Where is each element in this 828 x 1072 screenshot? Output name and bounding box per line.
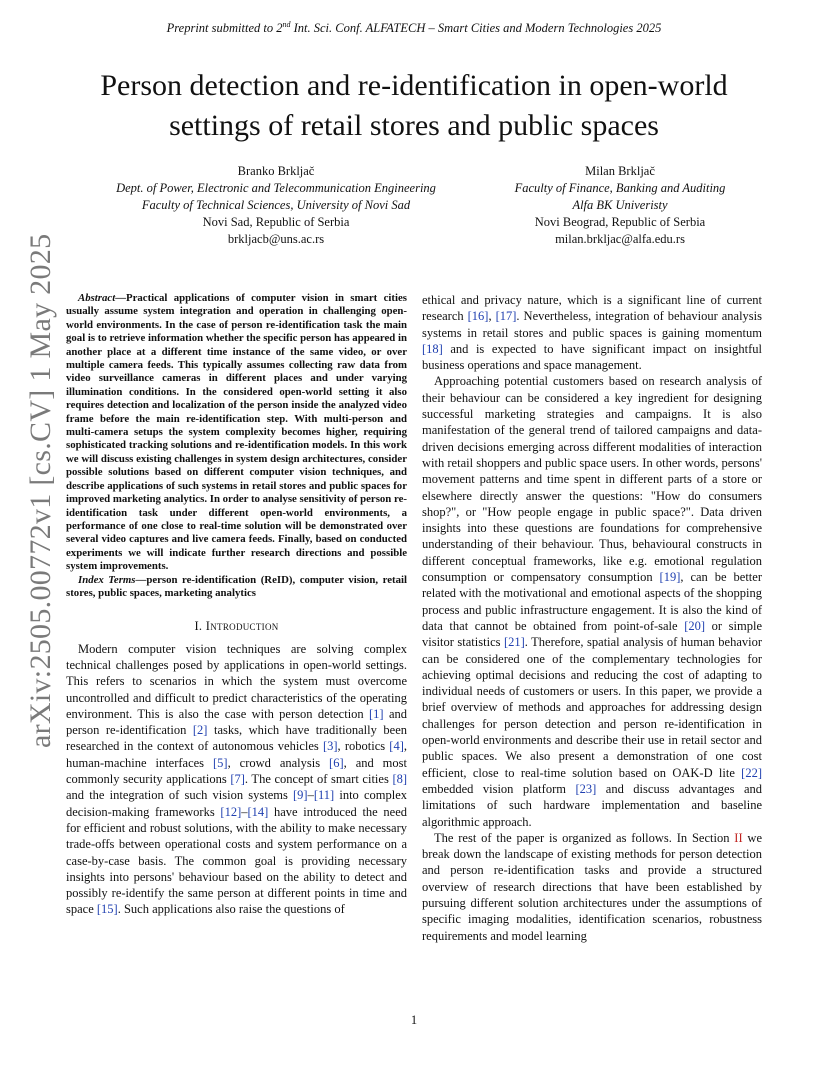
citation-link[interactable]: [14] (247, 804, 269, 819)
citation-link[interactable]: [21] (503, 635, 525, 650)
citation-link[interactable]: [16] (467, 309, 489, 324)
citation-link[interactable]: [9] (293, 788, 308, 803)
author-email[interactable]: brkljacb@uns.ac.rs (227, 232, 325, 246)
citation-link[interactable]: [22] (741, 765, 762, 780)
intro-paragraph-continued: ethical and privacy nature, which is a significant line of current research [16], [17]. Nevertheless, integration of behaviour analysis systems in retail stores and public spaces is gaining momentum [18] and is expected to have significant impact on insightful business operations and space management. (422, 293, 763, 373)
citation-link[interactable]: [3] (322, 739, 338, 754)
page-number: 1 (410, 1013, 418, 1027)
title-line-2: settings of retail stores and public spaces (169, 109, 659, 142)
abstract: Abstract—Practical applications of computer vision in smart cities usually assume system integration and operation in challenging open-world environments. In the case of person re-identification task the main goal is to retrieve information whether the specific person has appeared in another place at a different time instance of the same video, or over multiple camera feeds. This typically assumes collecting raw data from video surveillance cameras in different places and under varying illumination conditions. In the considered open-world setting it also requires detection and localization of the person inside the analyzed video frame before the main re-identification step. With multi-person and multi-camera setups the system complexity becomes higher, requiring sophisticated tracking solutions and re-identification models. In this work we will discuss existing challenges in system design architectures, consider possible solutions based on different computer vision techniques, and describe applications of such systems in retail stores and public spaces for improved marketing analytics. In order to analyse sensitivity of person re-identification task under different open-world environments, a performance of one close to real-time solution will be demonstrated over several video captures and live camera feeds. Finally, based on conducted experiments we will indicate further research directions and possible system improvements. (66, 292, 407, 573)
citation-link[interactable]: [20] (684, 618, 706, 633)
author-block-1 (88, 163, 464, 248)
citation-link[interactable]: [6] (329, 755, 344, 770)
author-email[interactable]: milan.brkljac@alfa.edu.rs (555, 232, 685, 246)
index-terms: Index Terms—person re-identification (ReID), computer vision, retail stores, public spaces, marketing analytics (66, 573, 407, 599)
citation-link[interactable]: [7] (230, 772, 245, 787)
citation-link[interactable]: [19] (659, 570, 681, 585)
citation-link[interactable]: [4] (389, 739, 404, 754)
citation-link[interactable]: [17] (495, 309, 517, 324)
citation-link[interactable]: [2] (192, 723, 208, 738)
intro-paragraph: The rest of the paper is organized as follows. In Section II we break down the landscape of existing methods for person detection and person re-identification tasks and provide a structured overview of research directions that have been established by pursuing different solution architectures under the assumptions of specific imaging modalities, identification scenarios, robustness requirements and model learning (422, 830, 763, 943)
author-affiliation-dept: Faculty of Finance, Banking and Auditing (514, 181, 726, 195)
section-heading-introduction: I. Introduction (194, 619, 279, 634)
title-line-1: Person detection and re-identification in open-world (100, 69, 728, 102)
author-name: Milan Brkljač (585, 164, 655, 178)
intro-paragraph: Approaching potential customers based on research analysis of their behaviour can be considered a key ingredient for designing successful marketing strategies and campaigns. It is also manifestation of the general trend of tailored campaigns and data-driven decisions emerging across different modalities of interaction with retail shoppers and public space users. In other words, persons' movement patterns and time spent in different parts of a store or elsewhere directly answer the questions: "How do consumers shop?", or "How people engage in public space?". Data driven insights into these questions are foundations for comprehensive understanding of their behaviour. Thus, behavioural constructs in different conceptual frameworks, like e.g. emotional regulation consumption or compensatory consumption [19], can be better related with the motivational and emotional aspects of the shopping process and public infrastructure engagement. It is also the kind of data that cannot be obtained from point-of-sale [20] or simple visitor statistics [21]. Therefore, spatial analysis of human behavior can be considered one of the complementary technologies for achieving optimal decisions and reducing the cost of adapting to individual needs of customers or users. In this paper, we provide a brief overview of methods and approaches for addressing design challenges for person detection and person re-identification in open-world environments and describe their use in retail sector and public spaces. We also present a demonstration of one cost efficient, close to real-time solution based on OAK-D lite [22] embedded vision platform [23] and discuss advantages and limitations of such hardware implementation and baseline algorithmic approach. (422, 374, 763, 829)
citation-link[interactable]: [5] (213, 755, 228, 770)
preprint-header-note: Preprint submitted to 2nd Int. Sci. Conf. ALFATECH – Smart Cities and Modern Technologies 2025 (166, 20, 662, 36)
citation-link[interactable]: [11] (313, 788, 335, 803)
author-name: Branko Brkljač (237, 164, 315, 178)
author-affiliation-faculty: Faculty of Technical Sciences, University of Novi Sad (141, 198, 411, 212)
section-link[interactable]: II (734, 830, 743, 845)
citation-link[interactable]: [8] (392, 772, 408, 787)
author-location: Novi Beograd, Republic of Serbia (534, 215, 706, 229)
citation-link[interactable]: [18] (422, 341, 443, 356)
author-location: Novi Sad, Republic of Serbia (202, 215, 350, 229)
left-column (66, 292, 407, 918)
intro-paragraph: Modern computer vision techniques are solving complex technical challenges posed by applications in open-world settings. This refers to scenarios in which the system must overcome uncontrolled and difficult to predict characteristics of the operating environment. This is also the case with person detection [1] and person re-identification [2] tasks, which have traditionally been researched in the context of autonomous vehicles [3], robotics [4], human-machine interfaces [5], crowd analysis [6], and most commonly security applications [7]. The concept of smart cities [8] and the integration of such vision systems [9]–[11] into complex decision-making frameworks [12]–[14] have introduced the need for efficient and robust solutions, with the ability to make necessary trade-offs between operational costs and system performance on a case-by-case basis. The common goal is providing necessary insights into persons' behaviour based on the ability to detect and possibly re-identify the same person at different points in time and space [15]. Such applications also raise the questions of (66, 641, 408, 917)
paper-title (40, 66, 788, 146)
citation-link[interactable]: [23] (575, 781, 597, 796)
right-column (422, 292, 762, 944)
citation-link[interactable]: [12] (220, 804, 242, 819)
author-affiliation-university: Alfa BK Univeristy (572, 198, 668, 212)
citation-link[interactable]: [1] (369, 706, 384, 721)
author-block-2 (470, 163, 770, 248)
arxiv-identifier-stamp: arXiv:2505.00772v1 [cs.CV] 1 May 2025 (24, 233, 57, 748)
citation-link[interactable]: [15] (96, 902, 118, 917)
author-affiliation-dept: Dept. of Power, Electronic and Telecommunication Engineering (116, 181, 436, 195)
